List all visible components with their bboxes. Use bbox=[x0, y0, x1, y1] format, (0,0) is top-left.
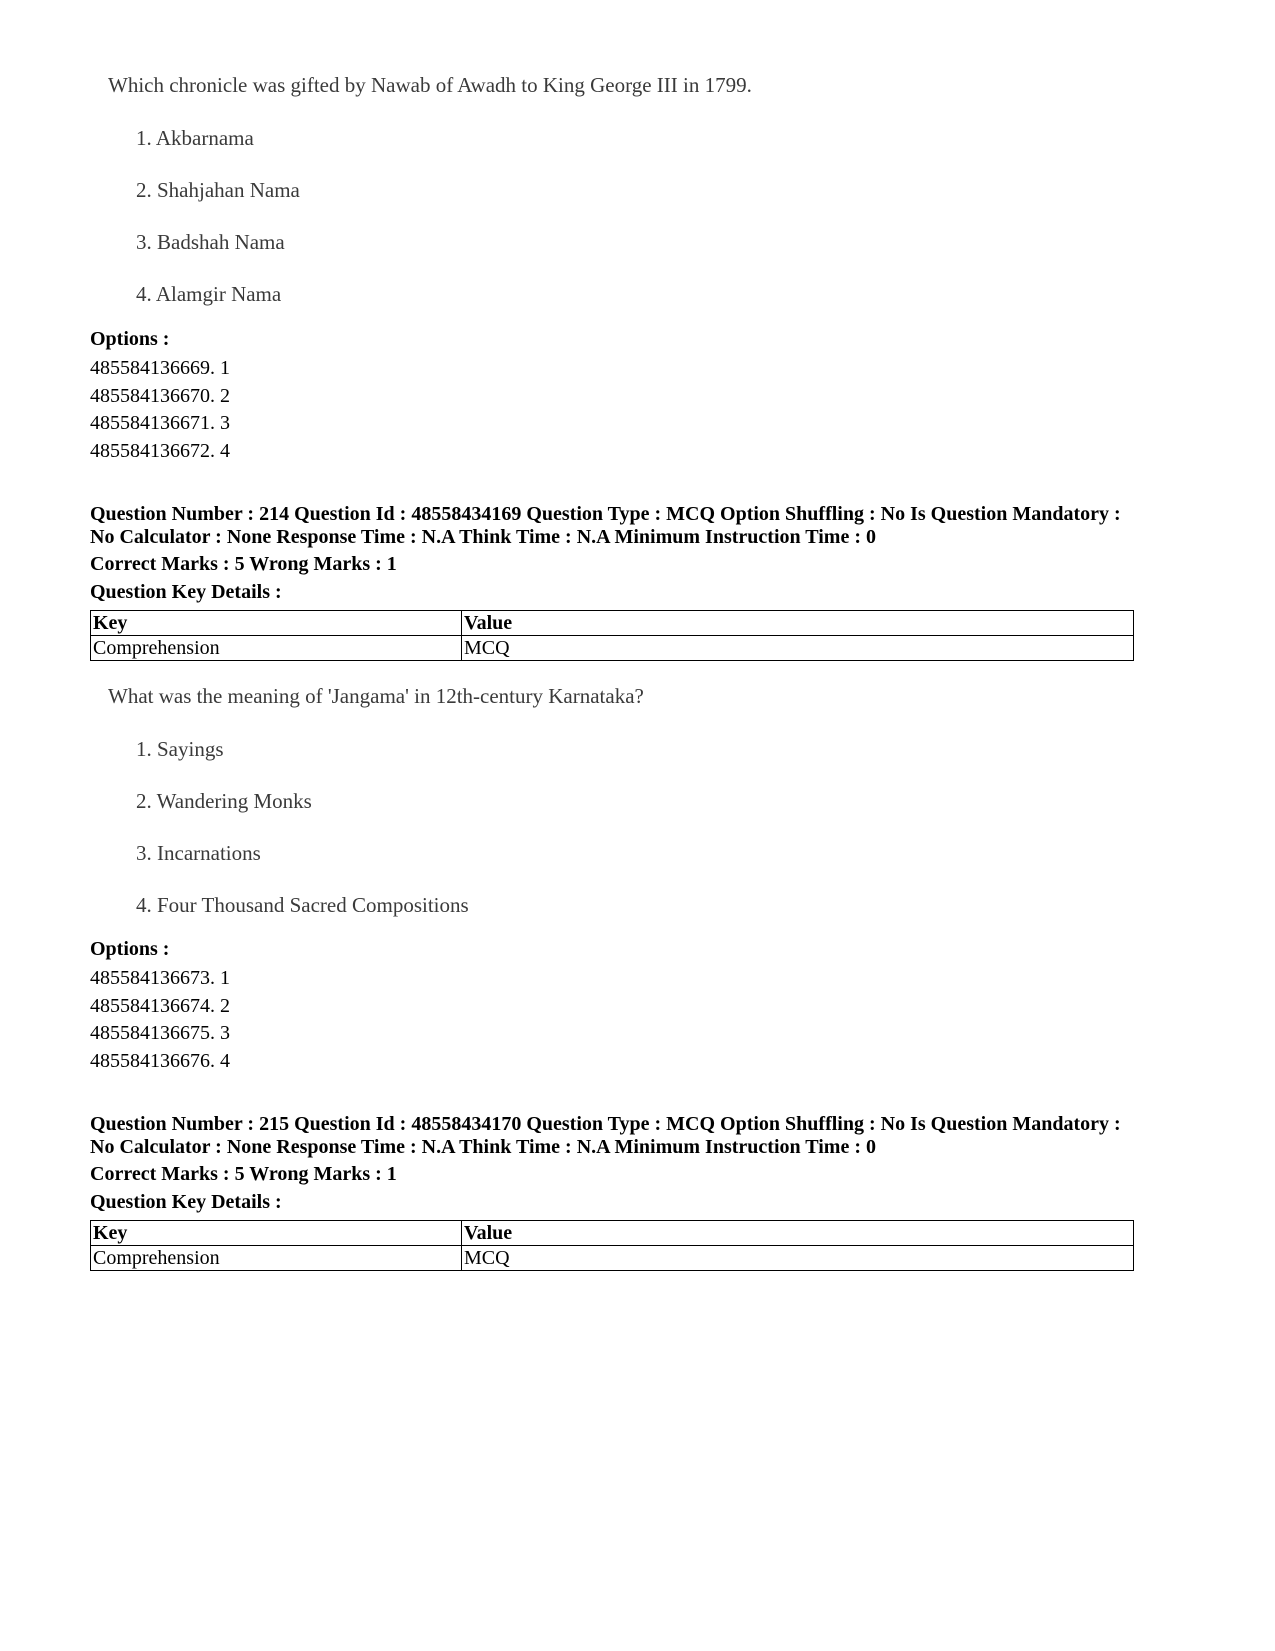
table-cell-key: Comprehension bbox=[91, 1246, 462, 1271]
options-label: Options : bbox=[90, 328, 170, 350]
table-header-key: Key bbox=[91, 611, 462, 636]
question-meta-line: No Calculator : None Response Time : N.A Think Time : N.A Minimum Instruction Time : 0 bbox=[90, 526, 876, 548]
marks-line: Correct Marks : 5 Wrong Marks : 1 bbox=[90, 1163, 397, 1185]
option-row: 485584136670. 2 bbox=[90, 385, 230, 407]
table-cell-value: MCQ bbox=[462, 1246, 1134, 1271]
key-details-label: Question Key Details : bbox=[90, 1191, 282, 1213]
choice-item: 4. Four Thousand Sacred Compositions bbox=[136, 893, 469, 917]
table-row bbox=[91, 636, 1134, 661]
question-text: What was the meaning of 'Jangama' in 12th-century Karnataka? bbox=[108, 684, 644, 708]
choice-item: 1. Sayings bbox=[136, 737, 224, 761]
table-header-key: Key bbox=[91, 1221, 462, 1246]
option-row: 485584136671. 3 bbox=[90, 412, 230, 434]
table-cell-key: Comprehension bbox=[91, 636, 462, 661]
key-details-table bbox=[90, 610, 1134, 661]
question-image-block-1 bbox=[108, 72, 752, 306]
table-row bbox=[91, 1246, 1134, 1271]
question-meta-215 bbox=[90, 1113, 1200, 1159]
choice-item: 3. Badshah Nama bbox=[136, 230, 285, 254]
option-row: 485584136672. 4 bbox=[90, 440, 230, 462]
choice-item: 1. Akbarnama bbox=[136, 126, 254, 150]
table-header-value: Value bbox=[462, 1221, 1134, 1246]
options-label: Options : bbox=[90, 938, 170, 960]
key-details-label: Question Key Details : bbox=[90, 581, 282, 603]
table-header-row bbox=[91, 1221, 1134, 1246]
table-cell-value: MCQ bbox=[462, 636, 1134, 661]
question-text: Which chronicle was gifted by Nawab of Awadh to King George III in 1799. bbox=[108, 73, 752, 97]
question-meta-line: No Calculator : None Response Time : N.A Think Time : N.A Minimum Instruction Time : 0 bbox=[90, 1136, 876, 1158]
marks-line: Correct Marks : 5 Wrong Marks : 1 bbox=[90, 553, 397, 575]
table-header-value: Value bbox=[462, 611, 1134, 636]
choice-item: 3. Incarnations bbox=[136, 841, 261, 865]
question-meta-line: Question Number : 215 Question Id : 48558434170 Question Type : MCQ Option Shuffling : No Is Question Mandatory : bbox=[90, 1113, 1121, 1135]
key-details-table bbox=[90, 1220, 1134, 1271]
option-row: 485584136675. 3 bbox=[90, 1022, 230, 1044]
option-row: 485584136673. 1 bbox=[90, 967, 230, 989]
choice-item: 2. Wandering Monks bbox=[136, 789, 312, 813]
option-row: 485584136674. 2 bbox=[90, 995, 230, 1017]
table-header-row bbox=[91, 611, 1134, 636]
choice-item: 2. Shahjahan Nama bbox=[136, 178, 300, 202]
question-meta-214 bbox=[90, 503, 1200, 549]
choice-item: 4. Alamgir Nama bbox=[136, 282, 282, 306]
question-image-block-214 bbox=[108, 683, 644, 917]
question-meta-line: Question Number : 214 Question Id : 48558434169 Question Type : MCQ Option Shuffling : No Is Question Mandatory : bbox=[90, 503, 1121, 525]
option-row: 485584136669. 1 bbox=[90, 357, 230, 379]
option-row: 485584136676. 4 bbox=[90, 1050, 230, 1072]
